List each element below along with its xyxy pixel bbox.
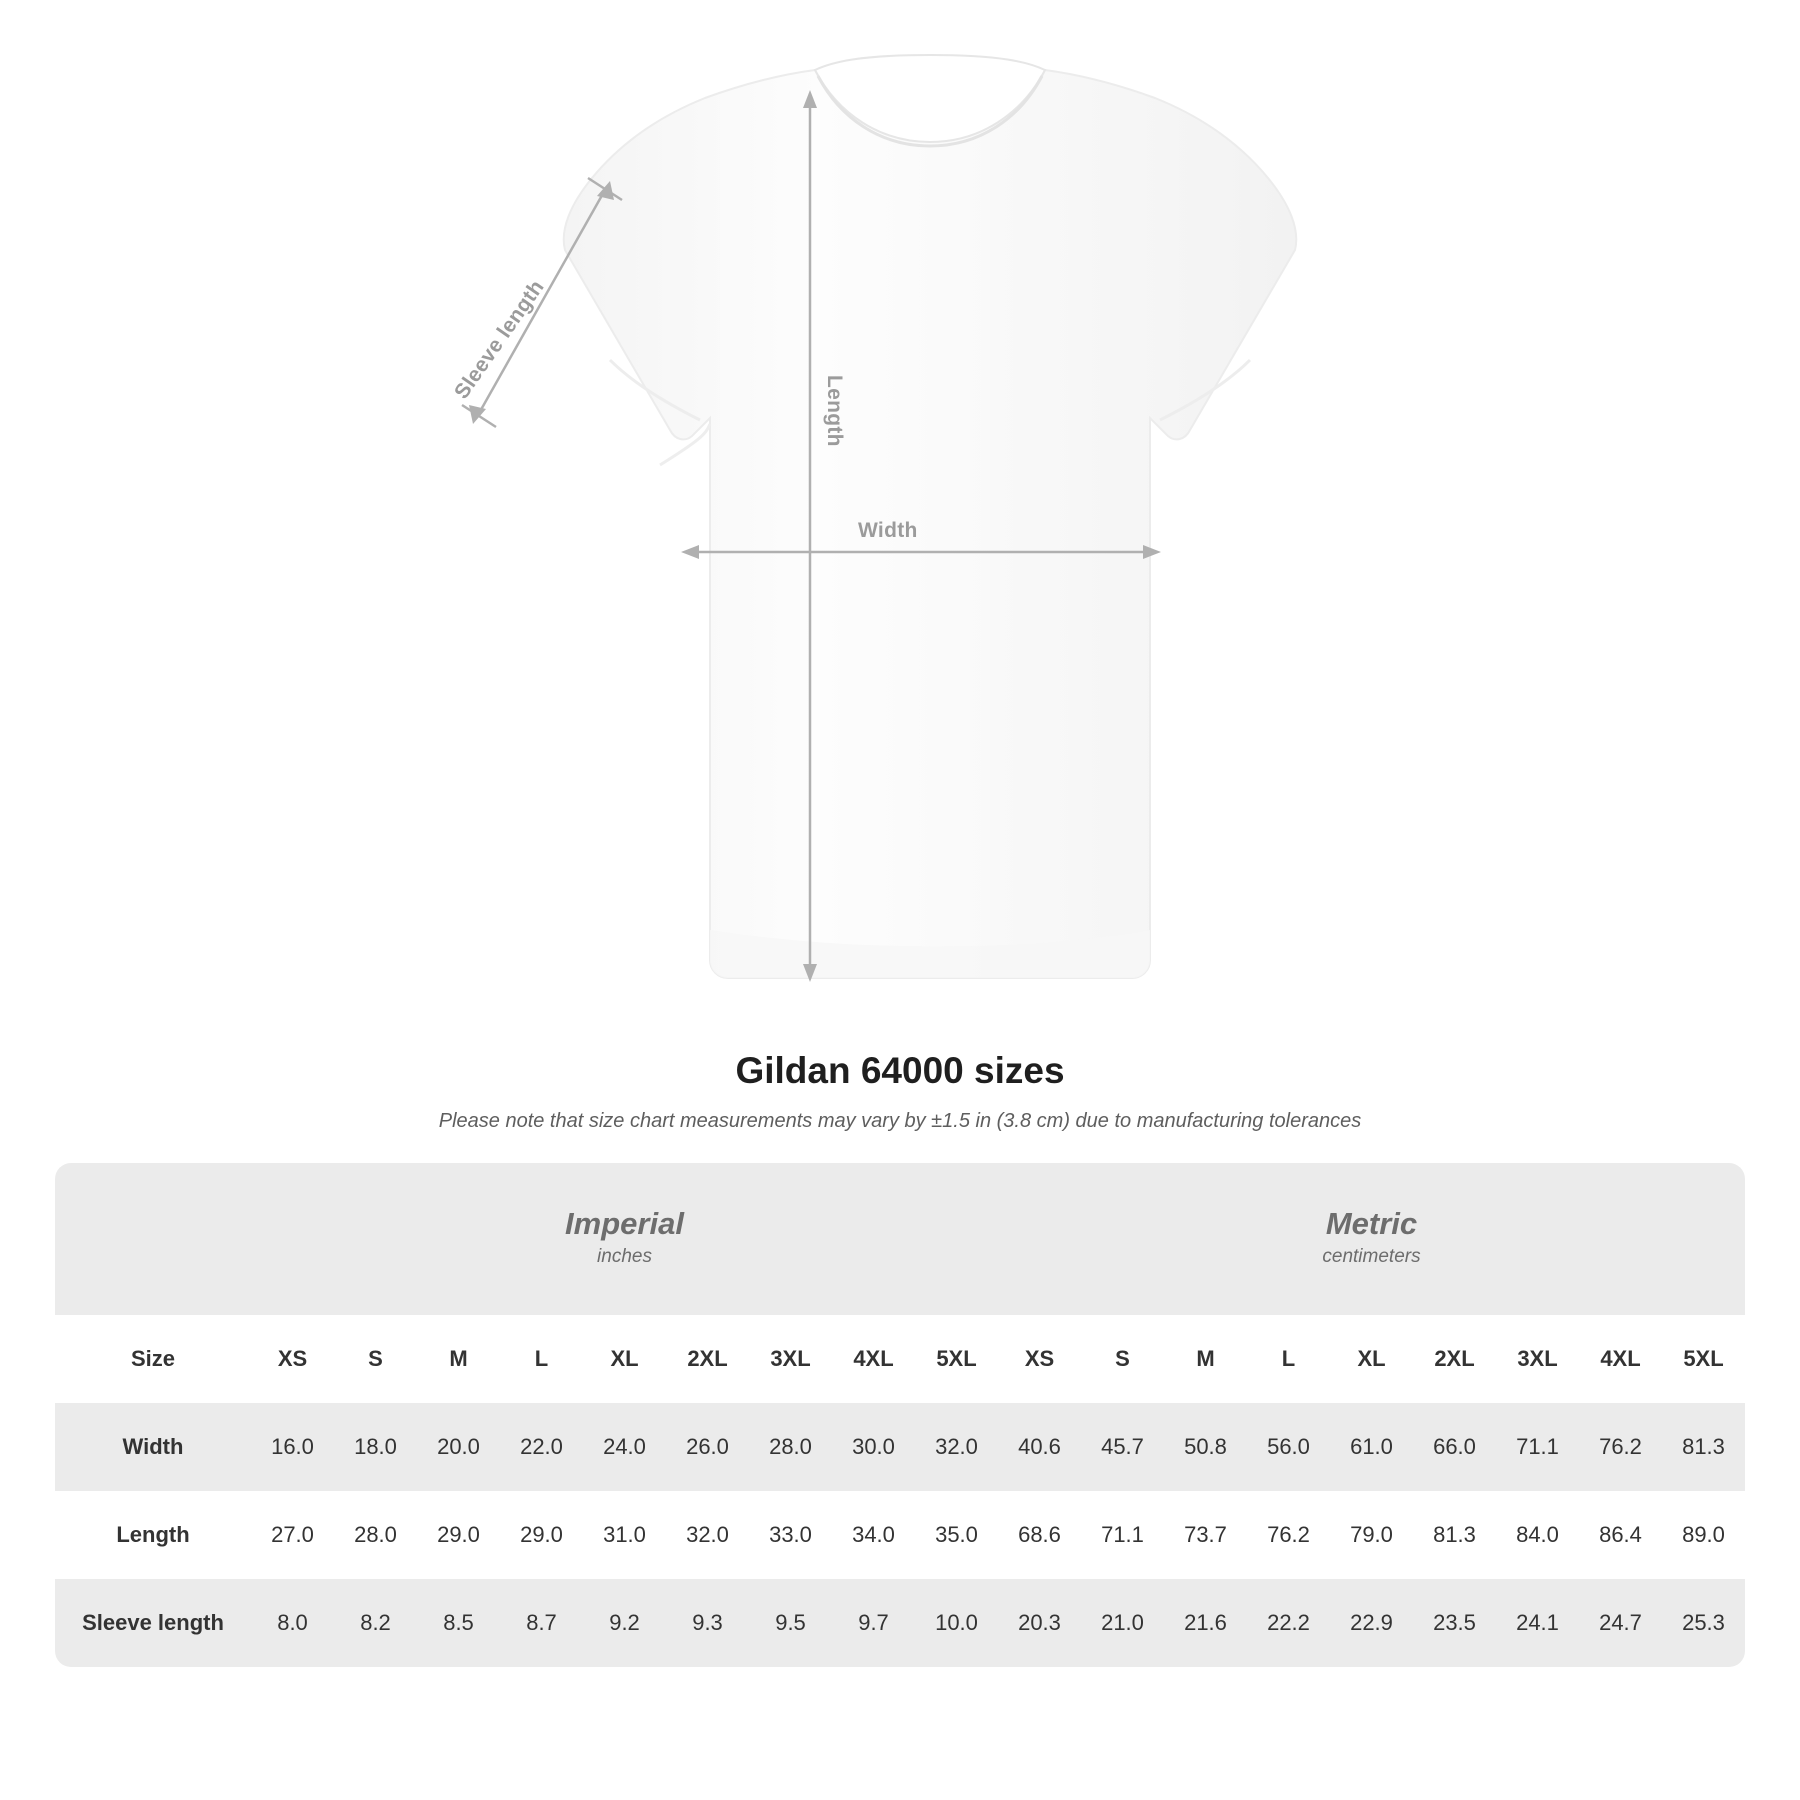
table-cell: 79.0 bbox=[1330, 1491, 1413, 1579]
page-title: Gildan 64000 sizes bbox=[735, 1050, 1065, 1091]
tolerance-note: Please note that size chart measurements may vary by ±1.5 in (3.8 cm) due to manufacturing tolerances bbox=[438, 1110, 1362, 1132]
size-header-cell: L bbox=[500, 1315, 583, 1403]
table-cell: 28.0 bbox=[334, 1491, 417, 1579]
table-cell: 16.0 bbox=[251, 1403, 334, 1491]
table-cell: 26.0 bbox=[666, 1403, 749, 1491]
size-header-cell: XS bbox=[251, 1315, 334, 1403]
table-cell: 8.7 bbox=[500, 1579, 583, 1667]
sleeve-length-dimension-label: Sleeve length bbox=[450, 275, 549, 404]
imperial-unit-name: Imperial bbox=[565, 1206, 684, 1242]
table-cell: 10.0 bbox=[915, 1579, 998, 1667]
table-cell: 22.9 bbox=[1330, 1579, 1413, 1667]
table-cell: 45.7 bbox=[1081, 1403, 1164, 1491]
size-header-row bbox=[55, 1315, 1745, 1403]
table-cell: 32.0 bbox=[915, 1403, 998, 1491]
row-label-width: Width bbox=[55, 1403, 251, 1491]
table-cell: 86.4 bbox=[1579, 1491, 1662, 1579]
size-header-cell: 4XL bbox=[1579, 1315, 1662, 1403]
row-label-sleeve-length: Sleeve length bbox=[55, 1579, 251, 1667]
table-cell: 21.6 bbox=[1164, 1579, 1247, 1667]
metric-unit-sub: centimeters bbox=[1322, 1245, 1421, 1267]
size-header-cell: S bbox=[1081, 1315, 1164, 1403]
table-cell: 24.1 bbox=[1496, 1579, 1579, 1667]
table-cell: 24.0 bbox=[583, 1403, 666, 1491]
size-header-cell: XS bbox=[998, 1315, 1081, 1403]
size-header-cell: 4XL bbox=[832, 1315, 915, 1403]
table-cell: 9.2 bbox=[583, 1579, 666, 1667]
size-table-container bbox=[55, 1163, 1745, 1667]
table-cell: 21.0 bbox=[1081, 1579, 1164, 1667]
table-cell: 8.5 bbox=[417, 1579, 500, 1667]
size-header-label: Size bbox=[55, 1315, 251, 1403]
table-cell: 73.7 bbox=[1164, 1491, 1247, 1579]
row-label-length: Length bbox=[55, 1491, 251, 1579]
table-cell: 50.8 bbox=[1164, 1403, 1247, 1491]
table-cell: 76.2 bbox=[1579, 1403, 1662, 1491]
table-cell: 20.0 bbox=[417, 1403, 500, 1491]
size-header-cell: 5XL bbox=[915, 1315, 998, 1403]
table-cell: 32.0 bbox=[666, 1491, 749, 1579]
table-cell: 40.6 bbox=[998, 1403, 1081, 1491]
table-cell: 56.0 bbox=[1247, 1403, 1330, 1491]
table-cell: 31.0 bbox=[583, 1491, 666, 1579]
table-cell: 71.1 bbox=[1081, 1491, 1164, 1579]
table-cell: 8.0 bbox=[251, 1579, 334, 1667]
table-cell: 81.3 bbox=[1662, 1403, 1745, 1491]
table-row bbox=[55, 1579, 1745, 1667]
size-header-cell: M bbox=[1164, 1315, 1247, 1403]
table-cell: 18.0 bbox=[334, 1403, 417, 1491]
table-row bbox=[55, 1403, 1745, 1491]
table-cell: 25.3 bbox=[1662, 1579, 1745, 1667]
table-cell: 71.1 bbox=[1496, 1403, 1579, 1491]
metric-unit-header bbox=[998, 1163, 1745, 1315]
size-header-cell: L bbox=[1247, 1315, 1330, 1403]
table-cell: 22.0 bbox=[500, 1403, 583, 1491]
table-cell: 24.7 bbox=[1579, 1579, 1662, 1667]
table-cell: 9.5 bbox=[749, 1579, 832, 1667]
table-cell: 23.5 bbox=[1413, 1579, 1496, 1667]
size-header-cell: 3XL bbox=[1496, 1315, 1579, 1403]
table-cell: 34.0 bbox=[832, 1491, 915, 1579]
table-cell: 33.0 bbox=[749, 1491, 832, 1579]
width-dimension-label: Width bbox=[858, 519, 918, 542]
unit-header-row bbox=[55, 1163, 1745, 1315]
table-cell: 89.0 bbox=[1662, 1491, 1745, 1579]
size-header-cell: 5XL bbox=[1662, 1315, 1745, 1403]
length-dimension-label: Length bbox=[823, 375, 846, 447]
size-header-cell: 3XL bbox=[749, 1315, 832, 1403]
table-cell: 68.6 bbox=[998, 1491, 1081, 1579]
table-cell: 35.0 bbox=[915, 1491, 998, 1579]
table-cell: 28.0 bbox=[749, 1403, 832, 1491]
table-cell: 29.0 bbox=[500, 1491, 583, 1579]
table-cell: 81.3 bbox=[1413, 1491, 1496, 1579]
table-cell: 9.7 bbox=[832, 1579, 915, 1667]
size-header-cell: S bbox=[334, 1315, 417, 1403]
table-cell: 8.2 bbox=[334, 1579, 417, 1667]
table-cell: 76.2 bbox=[1247, 1491, 1330, 1579]
imperial-unit-sub: inches bbox=[597, 1245, 652, 1267]
size-header-cell: 2XL bbox=[666, 1315, 749, 1403]
size-table bbox=[55, 1163, 1745, 1667]
imperial-unit-header bbox=[251, 1163, 998, 1315]
table-cell: 20.3 bbox=[998, 1579, 1081, 1667]
size-header-cell: 2XL bbox=[1413, 1315, 1496, 1403]
table-cell: 22.2 bbox=[1247, 1579, 1330, 1667]
table-cell: 30.0 bbox=[832, 1403, 915, 1491]
table-row bbox=[55, 1491, 1745, 1579]
title-block bbox=[0, 1050, 1800, 1133]
metric-unit-name: Metric bbox=[1325, 1206, 1418, 1242]
size-header-cell: XL bbox=[583, 1315, 666, 1403]
size-header-cell: M bbox=[417, 1315, 500, 1403]
table-cell: 61.0 bbox=[1330, 1403, 1413, 1491]
table-cell: 84.0 bbox=[1496, 1491, 1579, 1579]
size-header-cell: XL bbox=[1330, 1315, 1413, 1403]
table-cell: 27.0 bbox=[251, 1491, 334, 1579]
table-corner-cell bbox=[55, 1163, 251, 1315]
table-cell: 66.0 bbox=[1413, 1403, 1496, 1491]
table-cell: 29.0 bbox=[417, 1491, 500, 1579]
table-cell: 9.3 bbox=[666, 1579, 749, 1667]
